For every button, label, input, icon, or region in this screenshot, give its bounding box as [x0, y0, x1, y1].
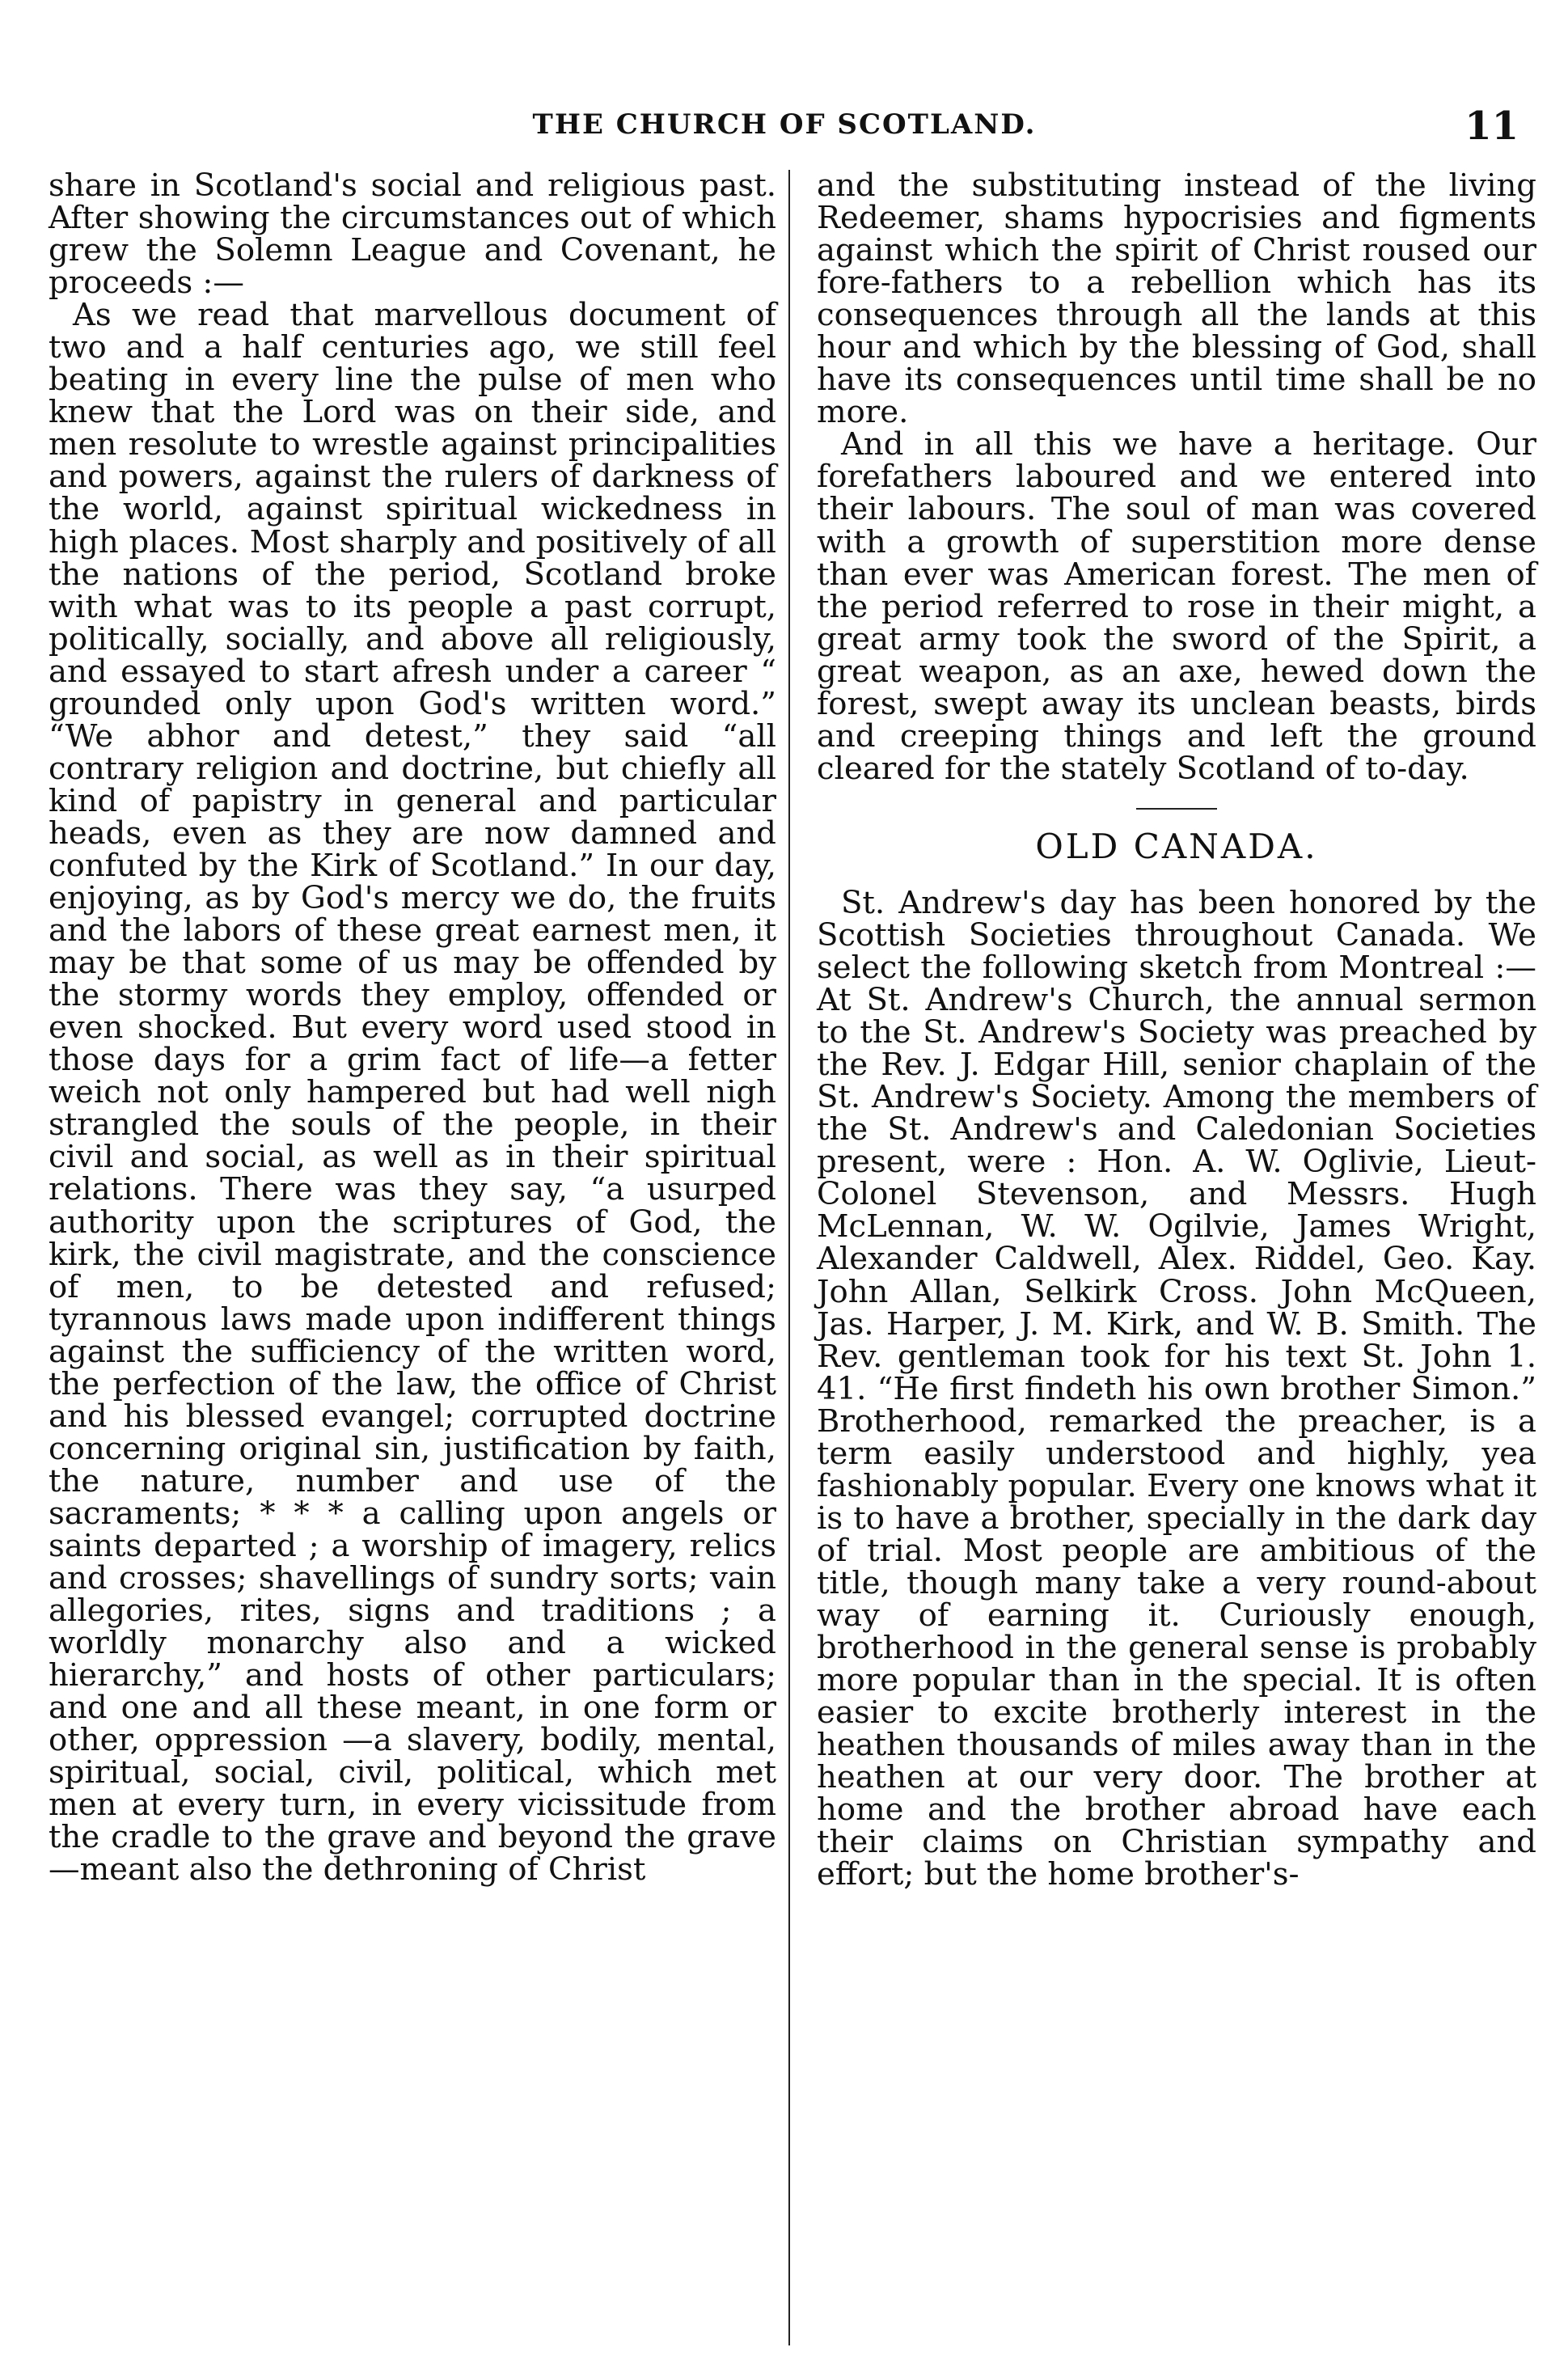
right-column — [817, 167, 1536, 1893]
section-divider — [1136, 808, 1217, 810]
right-paragraph-3: St. Andrew's day has been honored by the Scottish Societies throughout Canada. We select the following sketch from Montreal :—At St. Andrew's Church, the annual sermon to the St. Andrew's Society was preached by the Rev. J. Edgar Hill, senior chaplain of the St. Andrew's Society. Among the members of the St. Andrew's and Caledonian Societies present, were : Hon. A. W. Oglivie, Lieut-Colonel Stevenson, and Messrs. Hugh McLennan, W. W. Ogilvie, James Wright, Alexander Caldwell, Alex. Riddel, Geo. Kay. John Allan, Selkirk Cross. John McQueen, Jas. Harper, J. M. Kirk, and W. B. Smith. The Rev. gentleman took for his text St. John 1. 41. “He first findeth his own brother Simon.” Brotherhood, remarked the preacher, is a term easily understood and highly, yea fashionably popular. Every one knows what it is to have a brother, specially in the dark day of trial. Most people are ambitious of the title, though many take a very round-about way of earning it. Curiously enough, brotherhood in the general sense is probably more popular than in the special. It is often easier to excite brotherly interest in the heathen thousands of miles away than in the heathen at our very door. The brother at home and the brother abroad have each their claims on Christian sympathy and effort; but the home brother's- — [817, 884, 1536, 1893]
left-paragraph-1: share in Scotland's social and religious past. After showing the circumstances out of which grew the Solemn League and Covenant, he proceeds :— — [49, 167, 776, 302]
left-paragraph-2: As we read that marvellous document of two and a half centuries ago, we still feel beating in every line the pulse of men who knew that the Lord was on their side, and men resolute to wrestle against principalities and powers, against the rulers of darkness of the world, against spiritual wickedness in high places. Most sharply and positively of all the nations of the period, Scotland broke with what was to its people a past corrupt, politically, socially, and above all religiously, and essayed to start afresh under a career “ grounded only upon God's written word.” “We abhor and detest,” they said “all contrary religion and doctrine, but chiefly all kind of papistry in general and particular heads, even as they are now damned and confuted by the Kirk of Scotland.” In our day, enjoying, as by God's mercy we do, the fruits and the labors of these great earnest men, it may be that some of us may be offended by the stormy words they employ, offended or even shocked. But every word used stood in those days for a grim fact of life—a fetter weich not only hampered but had well nigh strangled the souls of the people, in their civil and social, as well as in their spiritual relations. There was they say, “a usurped authority upon the scriptures of God, the kirk, the civil magistrate, and the conscience of men, to be detested and refused; tyrannous laws made upon indifferent things against the sufficiency of the written word, the perfection of the law, the office of Christ and his blessed evangel; corrupted doctrine concerning original sin, justification by faith, the nature, number and use of the sacraments; * * * a calling upon angels or saints departed ; a worship of imagery, relics and crosses; shavellings of sundry sorts; vain allegories, rites, signs and traditions ; a worldly monarchy also and a wicked hierarchy,” and hosts of other particulars; and one and all these meant, in one form or other, oppression —a slavery, bodily, mental, spiritual, social, civil, political, which met men at every turn, in every vicissitude from the cradle to the grave and beyond the grave —meant also the dethroning of Christ — [49, 297, 776, 1888]
page-number: 11 — [1464, 104, 1519, 149]
column-divider — [788, 170, 790, 2345]
right-paragraph-2: And in all this we have a heritage. Our forefathers laboured and we entered into their labours. The soul of man was covered with a growth of superstition more dense than ever was American forest. The men of the period referred to rose in their might, a great army took the sword of the Spirit, a great weapon, as an axe, hewed down the forest, swept away its unclean beasts, birds and creeping things and left the ground cleared for the stately Scotland of to-day. — [817, 426, 1536, 787]
running-title: THE CHURCH OF SCOTLAND. — [532, 108, 1037, 141]
right-paragraph-1: and the substituting instead of the living Redeemer, shams hypocrisies and figments against which the spirit of Christ roused our fore-fathers to a rebellion which has its consequences through all the lands at this hour and which by the blessing of God, shall have its consequences until time shall be no more. — [817, 167, 1536, 431]
left-column — [49, 167, 776, 1888]
section-title: OLD CANADA. — [1035, 826, 1318, 866]
running-head — [49, 104, 1520, 152]
